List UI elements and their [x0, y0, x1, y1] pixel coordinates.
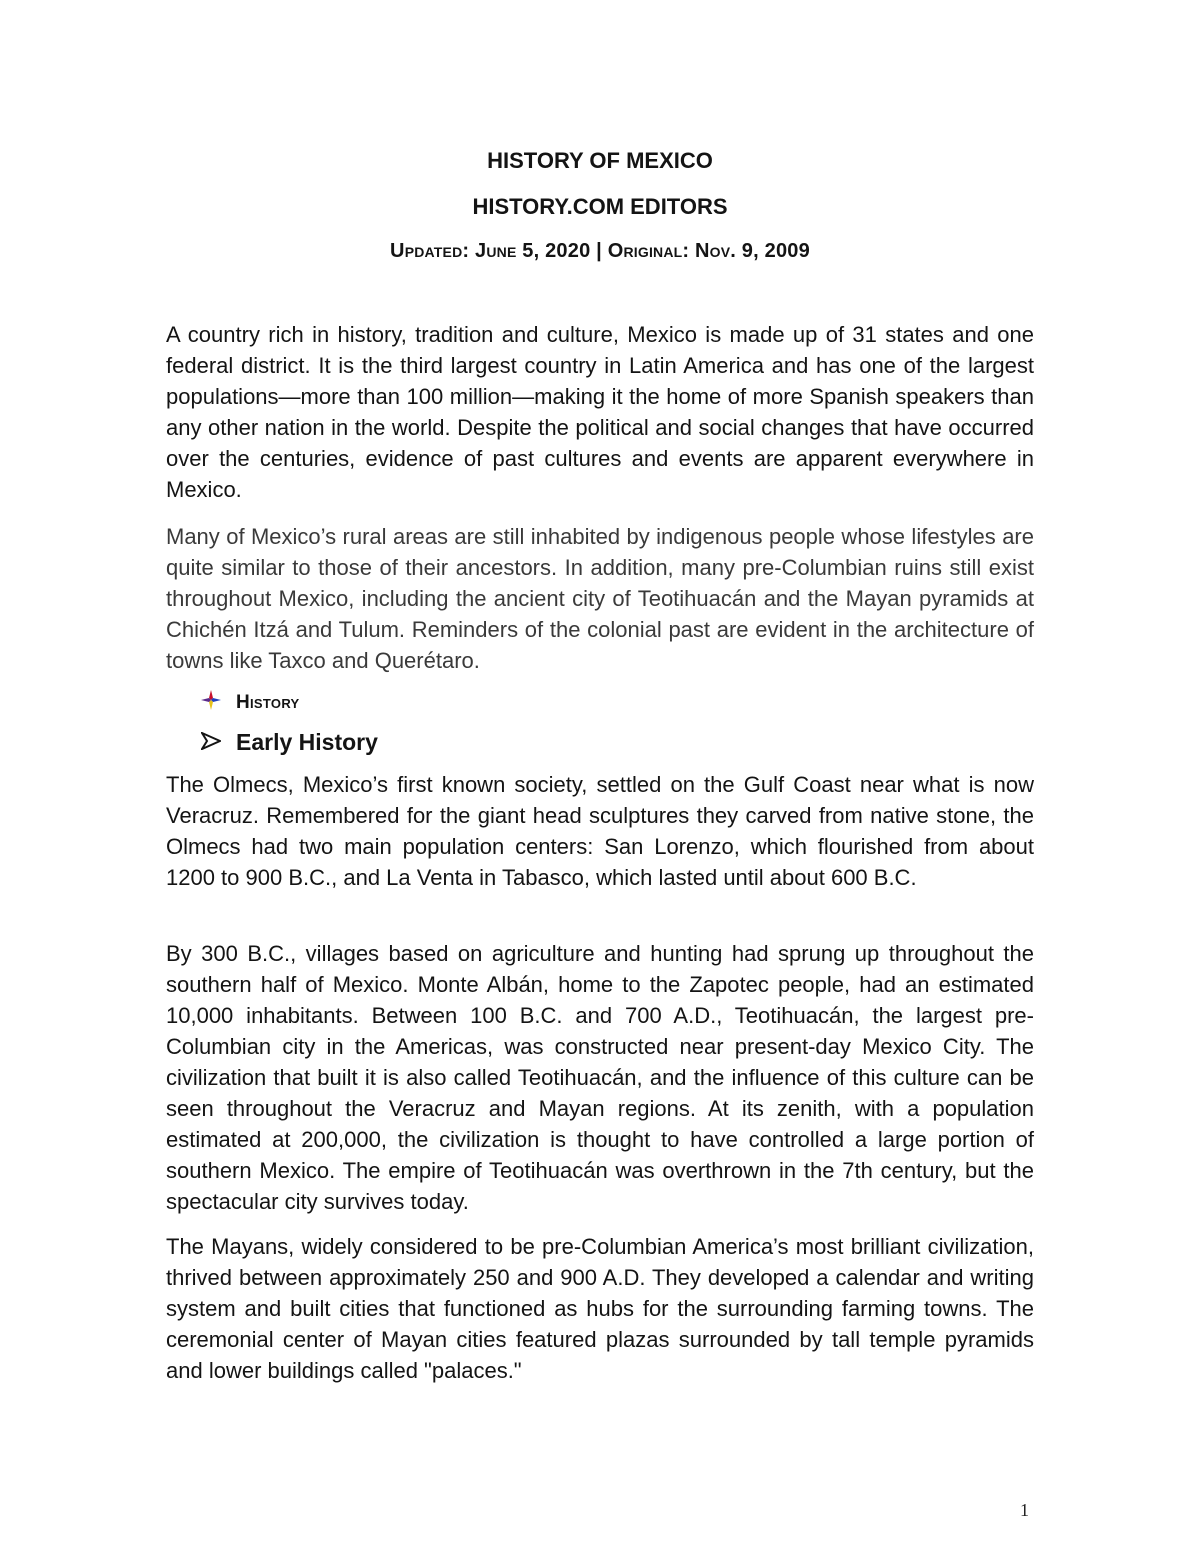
- intro-paragraph: A country rich in history, tradition and culture, Mexico is made up of 31 states and one federal district. It is the third largest country in Latin America and has one of the largest populations—more than 100 million—making it the home of more Spanish speakers than any other nation in the world. Despite the political and social changes that have occurred over the centuries, evidence of past cultures and events are apparent everywhere in Mexico.: [166, 322, 1034, 502]
- mayans-paragraph: The Mayans, widely considered to be pre-Columbian America’s most brilliant civilization, thrived between approximately 250 and 900 A.D. They developed a calendar and writing system and built cities that functioned as hubs for the surrounding farming towns. The ceremonial center of Mayan cities featured plazas surrounded by tall temple pyramids and lower buildings called "palaces.": [166, 1234, 1034, 1383]
- early-history-heading-label: Early History: [236, 729, 378, 755]
- history-heading-label: History: [236, 692, 300, 713]
- document-author: HISTORY.COM EDITORS: [472, 194, 728, 219]
- arrowhead-bullet-icon: [200, 729, 222, 756]
- rural-areas-paragraph: Many of Mexico’s rural areas are still inhabited by indigenous people whose lifestyles are quite similar to those of their ancestors. In addition, many pre-Columbian ruins still exist throughout Mexico, including the ancient city of Teotihuacán and the Mayan pyramids at Chichén Itzá and Tulum. Reminders of the colonial past are evident in the architecture of towns like Taxco and Querétaro.: [166, 524, 1034, 673]
- zapotec-teotihuacan-paragraph: By 300 B.C., villages based on agriculture and hunting had sprung up throughout the southern half of Mexico. Monte Albán, home to the Zapotec people, had an estimated 10,000 inhabitants. Between 100 B.C. and 700 A.D., Teotihuacán, the largest pre-Columbian city in the Americas, was constructed near present-day Mexico City. The civilization that built it is also called Teotihuacán, and the influence of this culture can be seen throughout the Veracruz and Mayan regions. At its zenith, with a population estimated at 200,000, the civilization is thought to have controlled a large portion of southern Mexico. The empire of Teotihuacán was overthrown in the 7th century, but the spectacular city survives today.: [166, 941, 1034, 1214]
- early-history-heading: [200, 729, 378, 756]
- page-number: 1: [1020, 1500, 1029, 1520]
- olmecs-paragraph: The Olmecs, Mexico’s first known society, settled on the Gulf Coast near what is now Veracruz. Remembered for the giant head sculptures they carved from native stone, the Olmecs had two main population centers: San Lorenzo, which flourished from about 1200 to 900 B.C., and La Venta in Tabasco, which lasted until about 600 B.C.: [166, 772, 1034, 890]
- history-heading: [200, 690, 300, 716]
- four-point-star-bullet-icon: [200, 690, 222, 716]
- document-title: HISTORY OF MEXICO: [487, 148, 713, 173]
- document-dates: Updated: June 5, 2020 | Original: Nov. 9, 2009: [390, 240, 810, 262]
